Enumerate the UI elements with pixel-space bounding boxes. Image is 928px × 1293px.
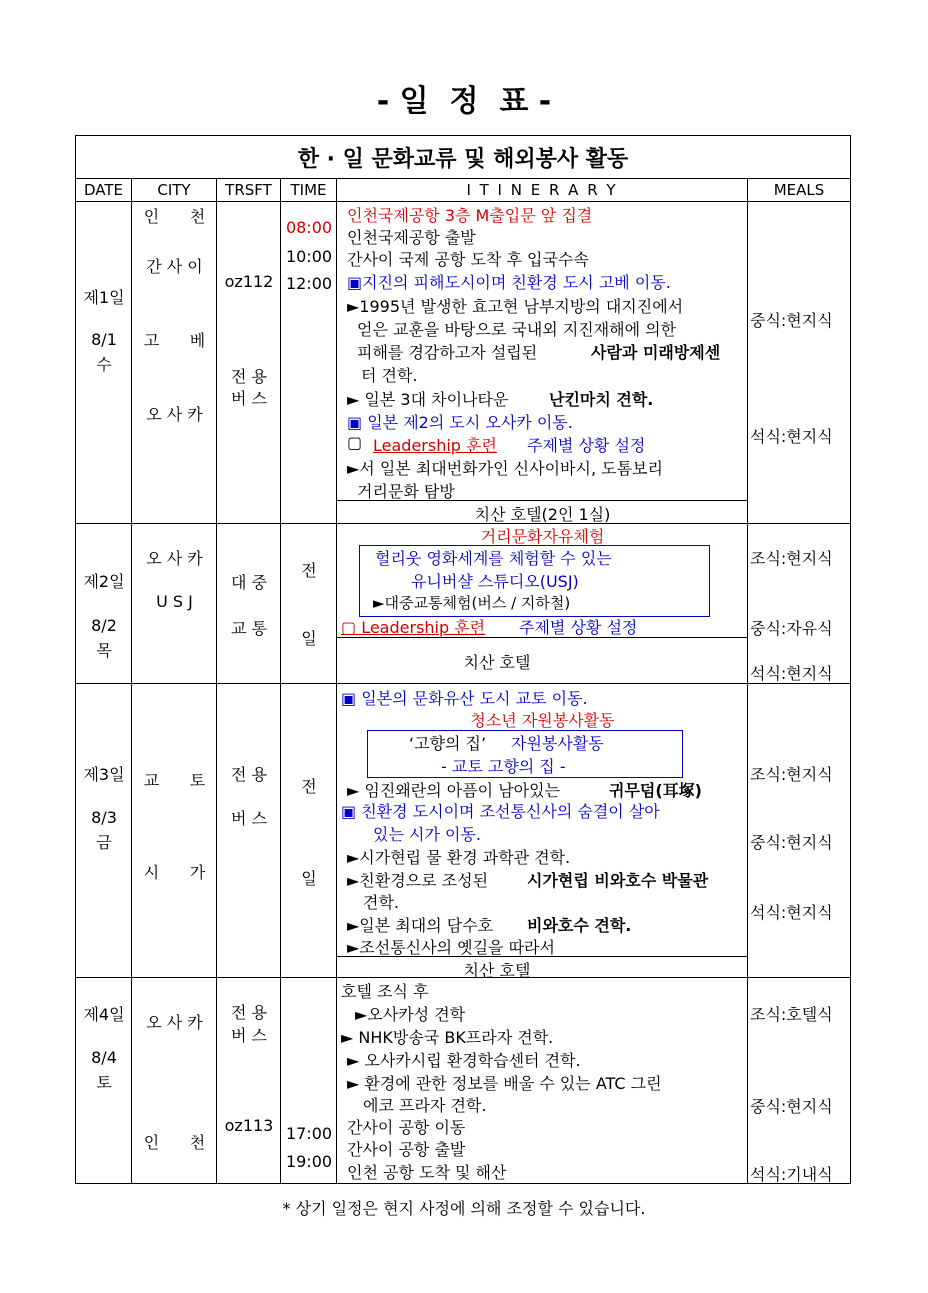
city-cell	[132, 684, 217, 978]
itinerary-highlight: 귀무덤(耳塚)	[609, 781, 702, 800]
itinerary-line: ►오사카성 견학	[355, 1005, 466, 1024]
itinerary-line: 주제별 상황 설정	[519, 618, 638, 637]
meal-item: 석식:현지식	[750, 427, 833, 446]
meal-item: 조식:현지식	[750, 765, 833, 784]
itinerary-line: 간사이 공항 이동	[347, 1118, 466, 1137]
city-cell	[132, 202, 217, 524]
itinerary-line: 주제별 상황 설정	[527, 436, 646, 455]
itinerary-line: ►일본 최대의 담수호	[347, 916, 494, 935]
meals-cell	[748, 978, 851, 1184]
time-value: 19:00	[285, 1152, 333, 1171]
footnote: * 상기 일정은 현지 사정에 의해 조정할 수 있습니다.	[282, 1199, 646, 1218]
day-weekday: 수	[96, 355, 112, 374]
itinerary-line: 인천 공항 도착 및 해산	[347, 1163, 507, 1182]
itinerary-line: ►시가현립 물 환경 과학관 견학.	[347, 848, 571, 867]
table-row	[76, 202, 851, 524]
itinerary-cell	[337, 202, 748, 524]
hotel-name: 치산 호텔(2인 1실)	[474, 505, 611, 524]
itinerary-line: 간사이 국제 공항 도착 후 입국수속	[347, 250, 589, 269]
table-title: 한 · 일 문화교류 및 해외봉사 활동	[76, 136, 851, 179]
day-weekday: 금	[96, 833, 112, 852]
itinerary-highlight: 시가현립 비와호수 박물관	[527, 871, 709, 890]
itinerary-line: ►1995년 발생한 효고현 남부지방의 대지진에서	[347, 297, 684, 316]
day-label: 제4일	[83, 1005, 125, 1024]
col-trsft: TRSFT	[217, 179, 281, 202]
leadership-label: ▢ Leadership 훈련	[341, 618, 486, 637]
city-name: U S J	[156, 592, 193, 611]
leadership-label: Leadership 훈련	[373, 436, 497, 455]
meals-cell	[748, 202, 851, 524]
time-value: 일	[301, 869, 317, 888]
table-row	[76, 524, 851, 684]
itinerary-line: ►서 일본 최대번화가인 신사이바시, 도톰보리	[347, 459, 663, 478]
transport-label: 전 용	[231, 367, 267, 386]
city-name: 인 천	[143, 207, 206, 226]
schedule-table	[75, 135, 851, 1184]
date-cell	[76, 524, 132, 684]
transport-label: 전 용	[231, 1003, 267, 1022]
itinerary-line: 호텔 조식 후	[341, 982, 429, 1001]
transport-label: 교 통	[231, 619, 267, 638]
itinerary-line: 간사이 공항 출발	[347, 1140, 466, 1159]
itinerary-line: ►조선통신사의 옛길을 따라서	[347, 938, 555, 957]
itinerary-line: 있는 시가 이동.	[373, 825, 481, 844]
transport-label: 대 중	[231, 573, 267, 592]
meal-item: 중식:자유식	[750, 619, 833, 638]
itinerary-cell	[337, 978, 748, 1184]
itinerary-highlight: 비와호수 견학.	[527, 916, 632, 935]
col-meals: MEALS	[748, 179, 851, 202]
time-value: 17:00	[285, 1124, 333, 1143]
itinerary-line: 피해를 경감하고자 설립된	[357, 343, 538, 362]
meal-item: 조식:호텔식	[750, 1005, 833, 1024]
time-value: 10:00	[285, 247, 333, 266]
day-label: 제2일	[83, 572, 125, 591]
meal-item: 석식:현지식	[750, 903, 833, 922]
time-value: 전	[301, 777, 317, 796]
itinerary-line: 청소년 자원봉사활동	[470, 711, 615, 730]
checkbox-icon: ▢	[347, 433, 363, 452]
day-label: 제3일	[83, 765, 125, 784]
flight-number: oz113	[224, 1116, 274, 1135]
itinerary-line: 에코 프라자 견학.	[363, 1096, 487, 1115]
itinerary-line: ►대중교통체험(버스 / 지하철)	[373, 594, 571, 612]
flight-number: oz112	[224, 272, 274, 291]
itinerary-line: 자원봉사활동	[511, 734, 604, 753]
itinerary-line: ▣ 일본의 문화유산 도시 교토 이동.	[341, 689, 588, 708]
itinerary-line: 거리문화 탐방	[357, 482, 455, 501]
meals-cell	[748, 684, 851, 978]
city-name: 고 베	[143, 331, 206, 350]
hotel-name: 치산 호텔	[463, 653, 531, 672]
itinerary-line: ▣ 일본 제2의 도시 오사카 이동.	[347, 413, 573, 432]
time-value: 08:00	[285, 218, 333, 237]
table-row	[76, 684, 851, 978]
itinerary-line: ► NHK방송국 BK프라자 견학.	[341, 1028, 554, 1047]
city-name: 시 가	[143, 863, 206, 882]
city-cell	[132, 524, 217, 684]
time-value: 전	[301, 561, 317, 580]
city-name: 오 사 카	[146, 405, 203, 424]
itinerary-line: - 교토 고향의 집 -	[441, 757, 566, 776]
itinerary-line: ‘고향의 집’	[409, 734, 487, 753]
day-weekday: 토	[96, 1073, 112, 1092]
col-itinerary: I T I N E R A R Y	[337, 179, 748, 202]
day-weekday: 목	[96, 641, 112, 660]
itinerary-line: ► 임진왜란의 아픔이 남아있는	[347, 781, 561, 800]
date-cell	[76, 202, 132, 524]
trsft-cell	[217, 684, 281, 978]
day-date: 8/3	[91, 808, 117, 827]
itinerary-line: 얻은 교훈을 바탕으로 국내외 지진재해에 의한	[357, 320, 677, 339]
table-row	[76, 978, 851, 1184]
day-label: 제1일	[83, 288, 125, 307]
itinerary-line: 거리문화자유체험	[480, 527, 605, 546]
itinerary-line: 견학.	[363, 893, 399, 912]
itinerary-line: ► 일본 3대 차이나타운	[347, 390, 509, 409]
itinerary-line: 헐리웃 영화세계를 체험할 수 있는	[375, 549, 612, 568]
meal-item: 중식:현지식	[750, 1097, 833, 1116]
itinerary-cell	[337, 684, 748, 978]
date-cell	[76, 978, 132, 1184]
city-name: 인 천	[143, 1133, 206, 1152]
trsft-cell	[217, 978, 281, 1184]
hotel-name: 치산 호텔	[463, 961, 531, 980]
time-value: 일	[301, 629, 317, 648]
itinerary-highlight: 난킨마치 견학.	[549, 390, 654, 409]
itinerary-line: ►친환경으로 조성된	[347, 871, 489, 890]
meal-item: 석식:기내식	[750, 1165, 833, 1184]
meals-cell	[748, 524, 851, 684]
meal-item: 중식:현지식	[750, 833, 833, 852]
itinerary-line: ► 오사카시립 환경학습센터 견학.	[347, 1051, 581, 1070]
meal-item: 석식:현지식	[750, 664, 833, 683]
transport-label: 버 스	[231, 1026, 267, 1045]
itinerary-line: 유니버샬 스튜디오(USJ)	[411, 572, 579, 591]
col-city: CITY	[132, 179, 217, 202]
trsft-cell	[217, 524, 281, 684]
city-name: 오 사 카	[146, 549, 203, 568]
itinerary-line: ▣ 친환경 도시이며 조선통신사의 숨결이 살아	[341, 802, 660, 821]
meal-item: 조식:현지식	[750, 549, 833, 568]
time-cell	[281, 202, 337, 524]
time-value: 12:00	[285, 274, 333, 293]
itinerary-line: 인천국제공항 출발	[347, 228, 476, 247]
transport-label: 전 용	[231, 765, 267, 784]
city-name: 교 토	[143, 771, 206, 790]
time-cell	[281, 524, 337, 684]
date-cell	[76, 684, 132, 978]
time-cell	[281, 978, 337, 1184]
itinerary-cell	[337, 524, 748, 684]
itinerary-line: ► 환경에 관한 정보를 배울 수 있는 ATC 그린	[347, 1074, 662, 1093]
day-date: 8/2	[91, 616, 117, 635]
transport-label: 버 스	[231, 809, 267, 828]
itinerary-line: ▣지진의 피해도시이며 친환경 도시 고베 이동.	[347, 273, 671, 292]
city-cell	[132, 978, 217, 1184]
col-time: TIME	[281, 179, 337, 202]
col-date: DATE	[76, 179, 132, 202]
city-name: 간 사 이	[146, 257, 203, 276]
itinerary-highlight: 사람과 미래방제센	[591, 343, 721, 362]
trsft-cell	[217, 202, 281, 524]
city-name: 오 사 카	[146, 1013, 203, 1032]
page-title: - 일 정 표 -	[376, 84, 552, 119]
day-date: 8/1	[91, 330, 117, 349]
itinerary-line: 터 견학.	[361, 366, 418, 385]
time-cell	[281, 684, 337, 978]
itinerary-line: 인천국제공항 3층 M출입문 앞 집결	[347, 206, 593, 225]
day-date: 8/4	[91, 1048, 117, 1067]
meal-item: 중식:현지식	[750, 311, 833, 330]
transport-label: 버 스	[231, 389, 267, 408]
